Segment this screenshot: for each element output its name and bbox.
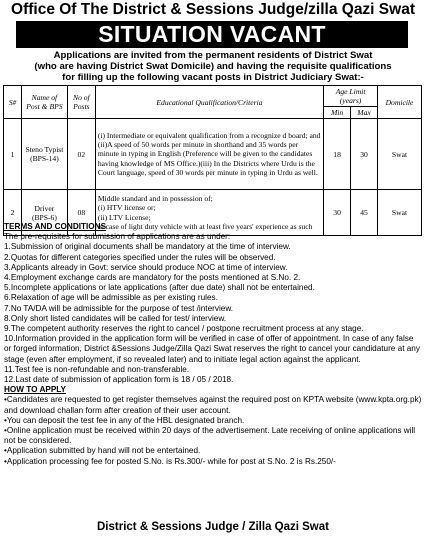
office-title: Office Of The District & Sessions Judge/zilla Qazi Swat [11,1,415,18]
footer-signature: District & Sessions Judge / Zilla Qazi Swat [97,521,329,533]
post-name: Driver [34,203,55,213]
intro-line: Applications are invited from the permanent residents of District Swat [53,50,373,61]
apply-item: •Application submitted by hand will not be entertained. [4,446,201,456]
terms-item: 9.The competent authority reserves the right to cancel / postpone recruitment process at any stage. [4,324,364,334]
terms-item: 7.No TA/DA will be admissible for the purpose of test /interview. [4,303,234,313]
header-max: Max [351,107,378,119]
row-num-posts: 02 [67,119,95,190]
terms-heading: TERMS AND CONDITIONS [4,222,107,231]
header-education: Educational Qualification/Criteria [95,86,323,119]
terms-item: 2.Quotas for different categories specified under the rules will be observed. [4,252,276,262]
terms-intro: The pre-requisites for submission of applications are as under: [4,232,231,242]
criteria-line: (ii) LTV License; [97,212,151,222]
row-min-age: 30 [324,190,351,236]
header-min: Min [324,107,351,119]
terms-item: 11.Test fee is non-refundable and non-transferable. [4,364,190,374]
row-sno: 2 [4,190,22,236]
row-min-age: 18 [324,119,351,190]
intro-line: (who are having District Swat Domicile) and having the requisite qualifications [34,61,392,72]
row-max-age: 30 [351,119,378,190]
table-header-row [4,86,422,107]
header-sno: S# [4,86,22,119]
table-row [4,119,422,190]
terms-item: 10.Information provided in the application form will be verified in case of offer of appointment. In case of any false or forged information, District &Sessions Judge/Zilla Qazi Swat reserves the right to cancel your candidature at any stage (even after employment, if so revealed later) and to initiate legal action against the applicant. [4,334,420,364]
terms-item: 6.Relaxation of age will be admissible as per existing rules. [4,293,218,303]
row-post [21,119,67,190]
terms-item: 5.Incomplete applications or late applications (after due date) shall not be entertained. [4,283,315,293]
apply-item: •Application processing fee for posted S.No. is Rs.300/- while for post at S.No. 2 is Rs.250/- [4,456,336,466]
terms-item: 4.Employment exchange cards are mandatory for the posts mentioned at S.No. 2. [4,273,301,283]
row-max-age: 45 [351,190,378,236]
posts-table [3,85,422,236]
apply-item: •You can deposit the test fee in any of the HBL designated branch. [4,415,245,425]
criteria-line: Middle standard and in possession of; [97,193,213,203]
situation-vacant-banner: SITUATION VACANT [16,21,408,48]
row-domicile: Swat [378,119,422,190]
criteria-line: (i) Intermediate or equivalent qualification from a recognize d board; and [97,130,321,140]
terms-item: 3.Applicants already in Govt: service should produce NOC at time of interview. [4,262,288,272]
intro-line: for filling up the following vacant posts in District Judiciary Swat:- [62,72,364,83]
apply-item: •Online application must be received within 20 days of the advertisement. Late receiving of online applications will not be considered. [4,426,416,446]
criteria-line: (i) HTV license or; [97,203,156,213]
post-bps: (BPS-14) [30,154,59,163]
header-domicile: Domicile [378,86,422,119]
row-sno: 1 [4,119,22,190]
intro-text [4,50,422,83]
terms-section [4,222,422,467]
terms-item: 8.Only short listed candidates will be called for test/ interview. [4,313,227,323]
apply-heading: HOW TO APPLY [4,385,67,395]
row-num-posts: 08 [67,190,95,236]
row-domicile: Swat [378,190,422,236]
apply-item: •Candidates are requested to get register themselves against the required post on KPTA website (www.kpta.org.pk) and download challan form after creation of their user account. [4,395,422,415]
header-post-name: Name of Post & BPS [21,86,67,119]
criteria-line: in case of light duty vehicle with at least five years' experience as such [97,221,313,231]
header-age-limit: Age Limit (years) [324,86,378,107]
post-bps: (BPS-6) [31,212,57,222]
post-name: Steno Typist [25,145,64,154]
header-num-posts: No of Posts [67,86,95,119]
terms-item: 12.Last date of submission of application form is 18 / 05 / 2018. [4,375,234,385]
criteria-line: (ii)A speed of 50 words per minute in shorthand and 35 words per minute in typing in English (Preference will be given to the candidates having knowledge of MS Office.)(iii) In the Districts where Urdu is the Court language, speed of 30 words per minute in typing in Urdu as well. [97,140,318,177]
terms-item: 1.Submission of original documents shall be mandatory at the time of interview. [4,242,291,252]
row-criteria [95,119,323,190]
